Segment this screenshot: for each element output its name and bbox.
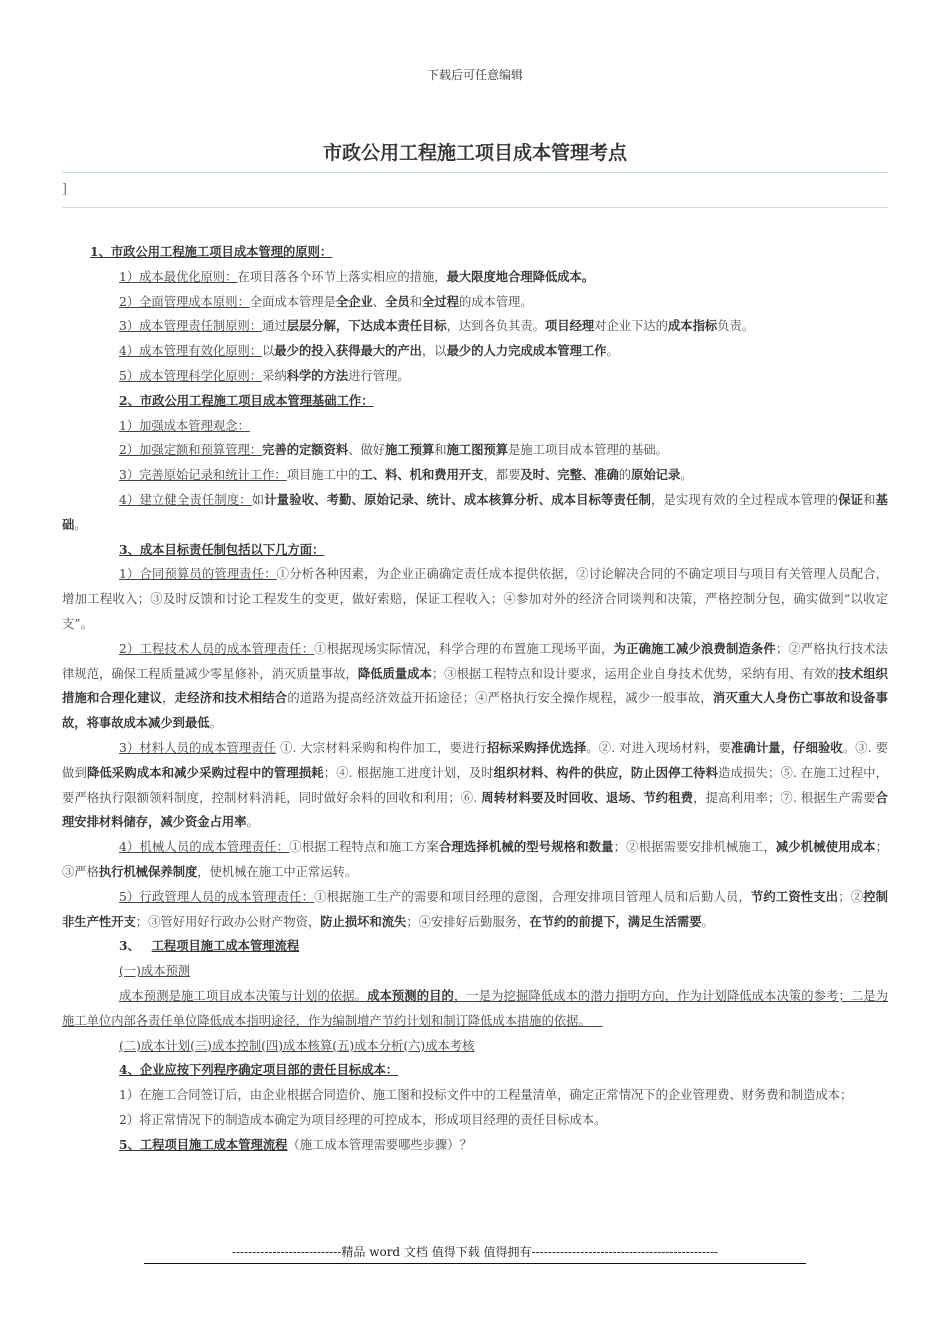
- paragraph: 3）成本管理责任制原则：通过层层分解，下达成本责任目标，达到各负其责。项目经理对企业下达的成本指标负责。: [119, 318, 755, 334]
- header-note: 下载后可任意编辑: [426, 68, 523, 82]
- sub-heading: (二)成本计划(三)成本控制(四)成本核算(五)成本分析(六)成本考核: [119, 1038, 475, 1053]
- paragraph: 3）完善原始记录和统计工作：项目施工中的工、料、机和费用开支，都要及时、完整、准确的原始记录。: [119, 467, 693, 483]
- section-heading: 5、工程项目施工成本管理流程（施工成本管理需要哪些步骤）？: [119, 1136, 472, 1152]
- paragraph: 5）行政管理人员的成本管理责任：①根据施工生产的需要和项目经理的意图，合理安排项目管理人员和后勤人员，节约工资性支出；②控制非生产性开支；③管好用好行政办公财产物资，防止损坏和流失；④安排好后勤服务，在节约的前提下，满足生活需要。: [62, 888, 888, 929]
- paragraph: 4）成本管理有效化原则：以最少的投入获得最大的产出，以最少的人力完成成本管理工作。: [119, 343, 619, 359]
- paragraph: 1）加强成本管理观念：: [119, 418, 250, 433]
- paragraph: 1）成本最优化原则：在项目落各个环节上落实相应的措施，最大限度地合理降低成本。: [119, 268, 595, 284]
- section-heading: 1、市政公用工程施工项目成本管理的原则：: [90, 244, 333, 259]
- section-heading: 4、企业应按下列程序确定项目部的责任目标成本：: [119, 1062, 399, 1078]
- paragraph: 2）将正常情况下的制造成本确定为项目经理的可控成本，形成项目经理的责任目标成本。: [119, 1112, 607, 1127]
- title-divider-top: [62, 172, 888, 173]
- footer-rule: [144, 1263, 806, 1264]
- bracket-mark: ]: [62, 182, 68, 197]
- section-heading: 3、成本目标责任制包括以下几方面：: [119, 541, 325, 557]
- paragraph: 1）在施工合同签订后，由企业根据合同造价、施工图和投标文件中的工程量清单，确定正常情况下的企业管理费、财务费和制造成本；: [119, 1088, 853, 1103]
- document-body: [62, 240, 888, 1157]
- section-heading: 2、市政公用工程施工项目成本管理基础工作：: [119, 392, 374, 408]
- paragraph: 1）合同预算员的管理责任：①分析各种因素，为企业正确确定责任成本提供依据，②讨论解决合同的不确定项目与项目有关管理人员配合，增加工程收入；③及时反馈和讨论工程发生的变更，做好索赔，保证工程收入；④参加对外的经济合同谈判和决策，严格控制分包，确实做到“以收定支”。: [62, 567, 888, 631]
- section-heading: 3、 工程项目施工成本管理流程: [119, 938, 300, 954]
- paragraph: 5）成本管理科学化原则：采纳科学的方法进行管理。: [119, 367, 410, 383]
- paragraph: 成本预测是施工项目成本决策与计划的依据。成本预测的目的，一是为挖掘降低成本的潜力指明方向，作为计划降低成本决策的参考；二是为施工单位内部各责任单位降低成本指明途径，作为编制增产节约计划和制订降低成本措施的依据。: [62, 987, 888, 1028]
- paragraph: 2）全面管理成本原则：全面成本管理是全企业、全员和全过程的成本管理。: [119, 293, 533, 309]
- paragraph: 2）加强定额和预算管理：完善的定额资料、做好施工预算和施工图预算是施工项目成本管理的基础。: [119, 442, 668, 458]
- paragraph: 4）机械人员的成本管理责任：①根据工程特点和施工方案合理选择机械的型号规格和数量；②根据需要安排机械施工，减少机械使用成本；③严格执行机械保养制度，使机械在施工中正常运转。: [62, 839, 888, 879]
- paragraph: 4）建立健全责任制度：如计量验收、考勤、原始记录、统计、成本核算分析、成本目标等责任制，是实现有效的全过程成本管理的保证和基础。: [62, 491, 888, 532]
- sub-heading: (一)成本预测: [119, 964, 191, 979]
- paragraph: 2）工程技术人员的成本管理责任：①根据现场实际情况，科学合理的布置施工现场平面，为正确施工减少浪费制造条件；②严格执行技术法律规范，确保工程质量减少零星修补，消灭质量事故，降低质量成本；③根据工程特点和设计要求，运用企业自身技术优势，采纳有用、有效的技术组织措施和合理化建议，走经济和技术相结合的道路为提高经济效益开拓途径；④严格执行安全操作规程，减少一般事故，消灭重大人身伤亡事故和设备事故，将事故成本减少到最低。: [62, 640, 888, 731]
- paragraph: 3）材料人员的成本管理责任 ①. 大宗材料采购和构件加工，要进行招标采购择优选择。②. 对进入现场材料，要准确计量，仔细验收。③. 要做到降低采购成本和减少采购过程中的管理损耗；④. 根据施工进度计划，及时组织材料、构件的供应，防止因停工待料造成损失；⑤. 在施工过程中，要严格执行限额领料制度，控制材料消耗，同时做好余料的回收和利用；⑥. 周转材料要及时回收、退场、节约租费，提高利用率；⑦. 根据生产需要合理安排材料储存，减少资金占用率。: [62, 739, 888, 830]
- footer-text: ---------------------------精品 word 文档 值得下载 值得拥有----------------------------------------------: [231, 1245, 719, 1259]
- title-divider-bottom: [62, 207, 888, 208]
- page-title: 市政公用工程施工项目成本管理考点: [322, 142, 627, 164]
